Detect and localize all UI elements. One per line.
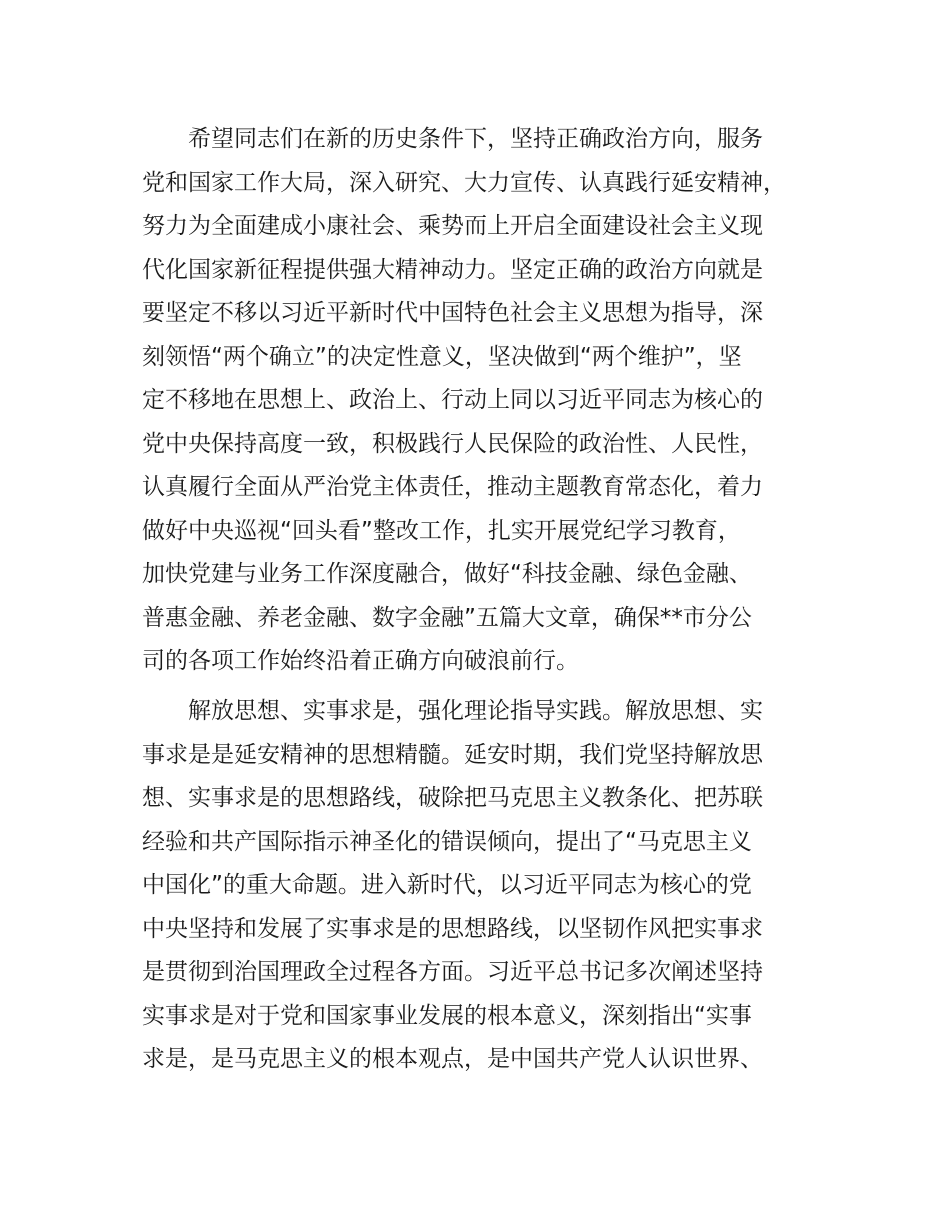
- text-line: 定不移地在思想上、政治上、行动上同以习近平同志为核心的: [142, 387, 763, 413]
- text-line: 中国化”的重大命题。进入新时代，以习近平同志为核心的党: [142, 872, 752, 898]
- text-line: 实事求是对于党和国家事业发展的根本意义，深刻指出“实事: [142, 1002, 752, 1029]
- text-line: 代化国家新征程提供强大精神动力。坚定正确的政治方向就是: [142, 256, 763, 283]
- text-line: 认真履行全面从严治党主体责任，推动主题教育常态化，着力: [142, 474, 763, 500]
- text-line: 解放思想、实事求是，强化理论指导实践。解放思想、实: [188, 698, 763, 724]
- text-line: 党和国家工作大局，深入研究、大力宣传、认真践行延安精神，: [142, 169, 786, 196]
- paragraph-seeking-truth: [142, 690, 842, 1082]
- text-line: 要坚定不移以习近平新时代中国特色社会主义思想为指导，深: [142, 300, 763, 326]
- text-line: 想、实事求是的思想路线，破除把马克思主义教条化、把苏联: [142, 785, 763, 811]
- text-line: 加快党建与业务工作深度融合，做好“科技金融、绿色金融、: [142, 561, 752, 587]
- text-line: 中央坚持和发展了实事求是的思想路线，以坚韧作风把实事求: [142, 915, 763, 942]
- text-line: 党中央保持高度一致，积极践行人民保险的政治性、人民性，: [142, 430, 763, 457]
- text-line: 普惠金融、养老金融、数字金融”五篇大文章，确保**市分公: [142, 604, 752, 631]
- text-line: 希望同志们在新的历史条件下，坚持正确政治方向，服务: [188, 126, 763, 152]
- text-line: 刻领悟“两个确立”的决定性意义，坚决做到“两个维护”，坚: [142, 343, 742, 370]
- text-line: 努力为全面建成小康社会、乘势而上开启全面建设社会主义现: [142, 213, 763, 239]
- text-line: 求是，是马克思主义的根本观点，是中国共产党人认识世界、: [142, 1046, 763, 1072]
- text-line: 司的各项工作始终沿着正确方向破浪前行。: [142, 648, 579, 674]
- text-line: 经验和共产国际指示神圣化的错误倾向，提出了“马克思主义: [142, 828, 752, 855]
- text-line: 做好中央巡视“回头看”整改工作，扎实开展党纪学习教育，: [142, 517, 741, 544]
- text-line: 事求是是延安精神的思想精髓。延安时期，我们党坚持解放思: [142, 741, 763, 768]
- paragraph-political-direction: [142, 118, 842, 684]
- text-line: 是贯彻到治国理政全过程各方面。习近平总书记多次阐述坚持: [142, 959, 763, 985]
